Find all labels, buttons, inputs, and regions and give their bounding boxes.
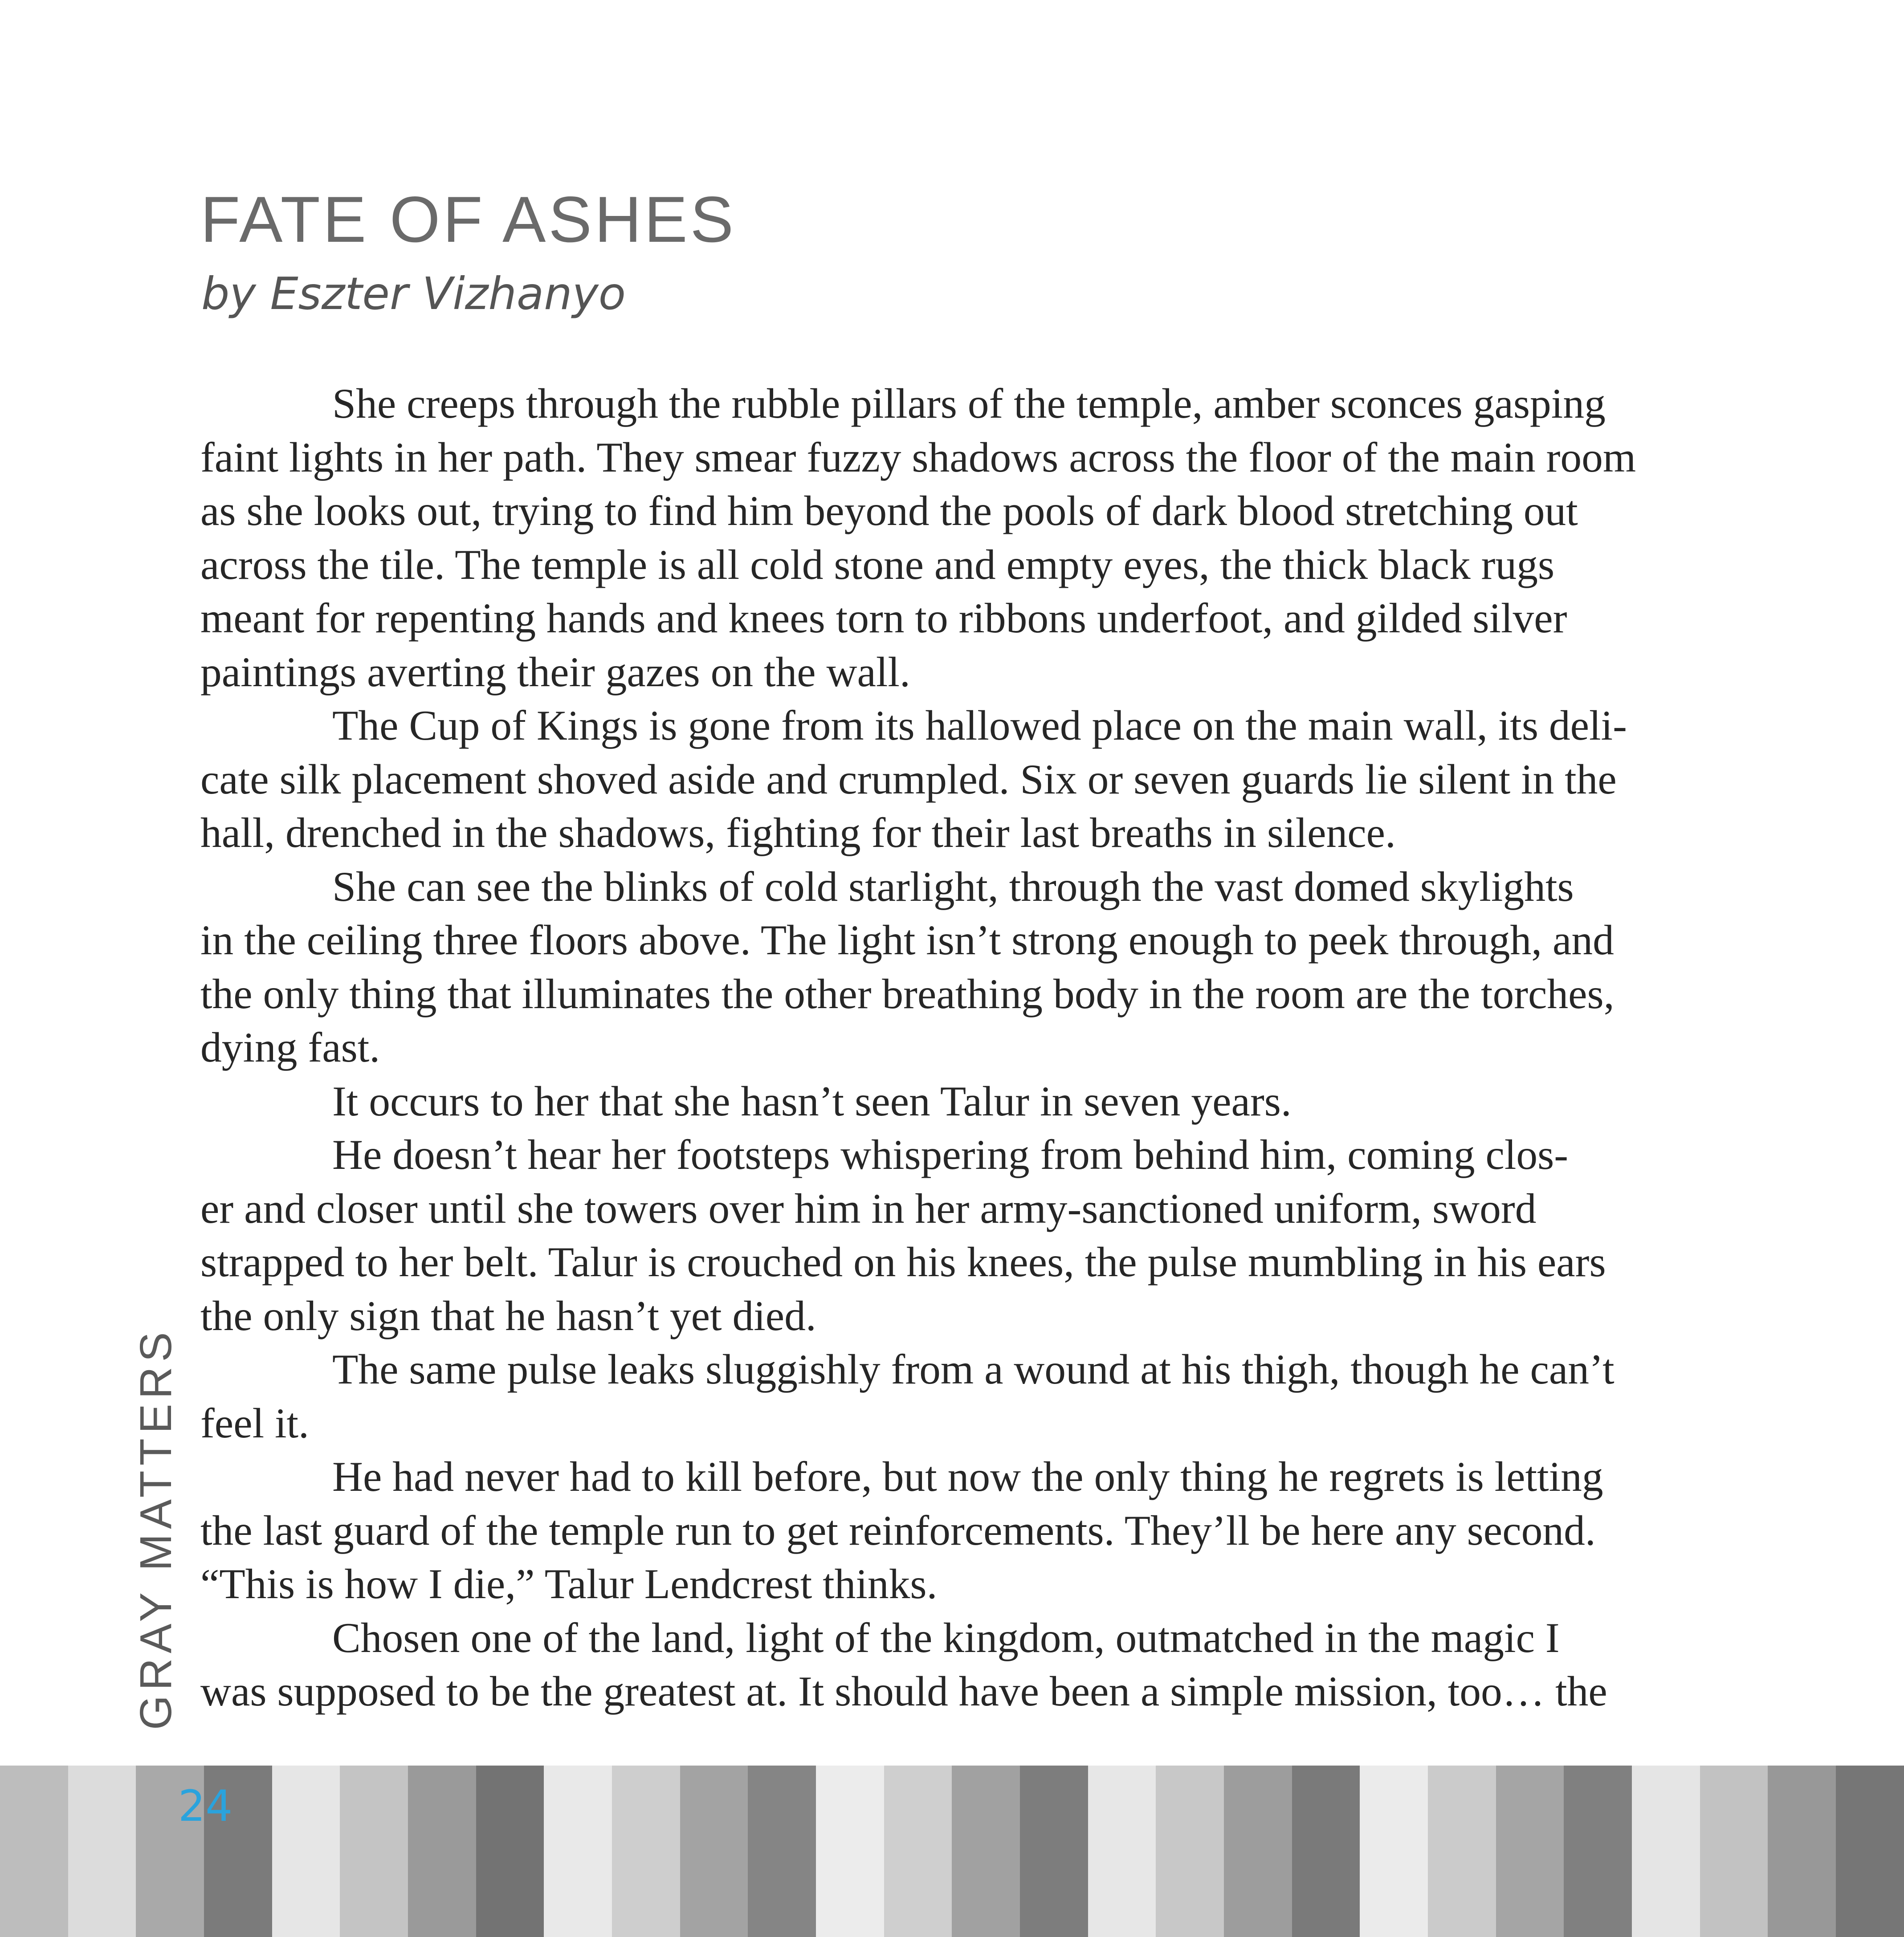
footer-stripe bbox=[1768, 1766, 1836, 1937]
body-line: The same pulse leaks sluggishly from a wound at his thigh, though he can’t bbox=[332, 1346, 1615, 1393]
footer-stripe bbox=[1088, 1766, 1156, 1937]
body-line: as she looks out, trying to find him beyond the pools of dark blood stretching out bbox=[200, 487, 1578, 534]
body-line: Chosen one of the land, light of the kingdom, outmatched in the magic I bbox=[332, 1614, 1560, 1661]
footer-stripe bbox=[1224, 1766, 1292, 1937]
footer-stripe bbox=[1020, 1766, 1088, 1937]
body-line: She creeps through the rubble pillars of the temple, amber sconces gasping bbox=[332, 380, 1606, 427]
body-line: across the tile. The temple is all cold stone and empty eyes, the thick black rugs bbox=[200, 541, 1555, 588]
body-line: strapped to her belt. Talur is crouched on his knees, the pulse mumbling in his ears bbox=[200, 1238, 1606, 1286]
body-line: “This is how I die,” Talur Lendcrest thinks. bbox=[200, 1560, 938, 1607]
footer-stripe bbox=[408, 1766, 476, 1937]
footer-stripe bbox=[1292, 1766, 1360, 1937]
body-line: feel it. bbox=[200, 1399, 309, 1447]
footer-stripe bbox=[612, 1766, 680, 1937]
footer-stripe bbox=[1564, 1766, 1632, 1937]
footer-stripe bbox=[1632, 1766, 1700, 1937]
footer-stripe bbox=[1700, 1766, 1768, 1937]
body-line: It occurs to her that she hasn’t seen Talur in seven years. bbox=[332, 1077, 1292, 1125]
footer-stripe bbox=[1496, 1766, 1564, 1937]
body-line: the only thing that illuminates the other breathing body in the room are the torches, bbox=[200, 970, 1615, 1017]
publication-name-vertical: GRAY MATTERS bbox=[131, 1327, 181, 1730]
body-line: The Cup of Kings is gone from its hallowed place on the main wall, its deli- bbox=[332, 702, 1627, 749]
footer-stripe bbox=[680, 1766, 748, 1937]
body-line: paintings averting their gazes on the wall. bbox=[200, 648, 910, 696]
body-line: He had never had to kill before, but now the only thing he regrets is letting bbox=[332, 1453, 1603, 1500]
footer-stripe bbox=[1156, 1766, 1224, 1937]
body-line: was supposed to be the greatest at. It should have been a simple mission, too… the bbox=[200, 1668, 1607, 1715]
body-line: the only sign that he hasn’t yet died. bbox=[200, 1292, 816, 1339]
story-byline: by Eszter Vizhanyo bbox=[201, 268, 626, 320]
footer-stripe bbox=[1428, 1766, 1496, 1937]
body-line: He doesn’t hear her footsteps whispering from behind him, coming clos- bbox=[332, 1131, 1569, 1178]
body-line: er and closer until she towers over him in her army-sanctioned uniform, sword bbox=[200, 1184, 1537, 1232]
footer-stripe bbox=[544, 1766, 612, 1937]
footer-stripe bbox=[1836, 1766, 1904, 1937]
footer-stripe bbox=[0, 1766, 68, 1937]
body-line: dying fast. bbox=[200, 1024, 380, 1071]
body-line: in the ceiling three floors above. The light isn’t strong enough to peek through, and bbox=[200, 916, 1614, 964]
body-line: She can see the blinks of cold starlight, through the vast domed skylights bbox=[332, 863, 1574, 910]
footer-stripe bbox=[476, 1766, 544, 1937]
footer-stripe bbox=[340, 1766, 408, 1937]
body-line: meant for repenting hands and knees torn to ribbons underfoot, and gilded silver bbox=[200, 594, 1567, 642]
footer-stripe bbox=[884, 1766, 952, 1937]
footer-stripe bbox=[952, 1766, 1020, 1937]
footer-stripe bbox=[748, 1766, 816, 1937]
body-line: the last guard of the temple run to get reinforcements. They’ll be here any second. bbox=[200, 1506, 1596, 1554]
footer-stripe-band bbox=[0, 1766, 1904, 1937]
footer-stripe bbox=[272, 1766, 340, 1937]
body-line: faint lights in her path. They smear fuzzy shadows across the floor of the main room bbox=[200, 433, 1636, 481]
body-line: cate silk placement shoved aside and crumpled. Six or seven guards lie silent in the bbox=[200, 755, 1617, 803]
footer-stripe bbox=[68, 1766, 136, 1937]
page-number: 24 bbox=[178, 1781, 233, 1831]
body-line: hall, drenched in the shadows, fighting for their last breaths in silence. bbox=[200, 809, 1396, 856]
footer-stripe bbox=[1360, 1766, 1428, 1937]
footer-stripe bbox=[816, 1766, 884, 1937]
story-title: FATE OF ASHES bbox=[200, 183, 737, 256]
story-body bbox=[200, 377, 1715, 1718]
